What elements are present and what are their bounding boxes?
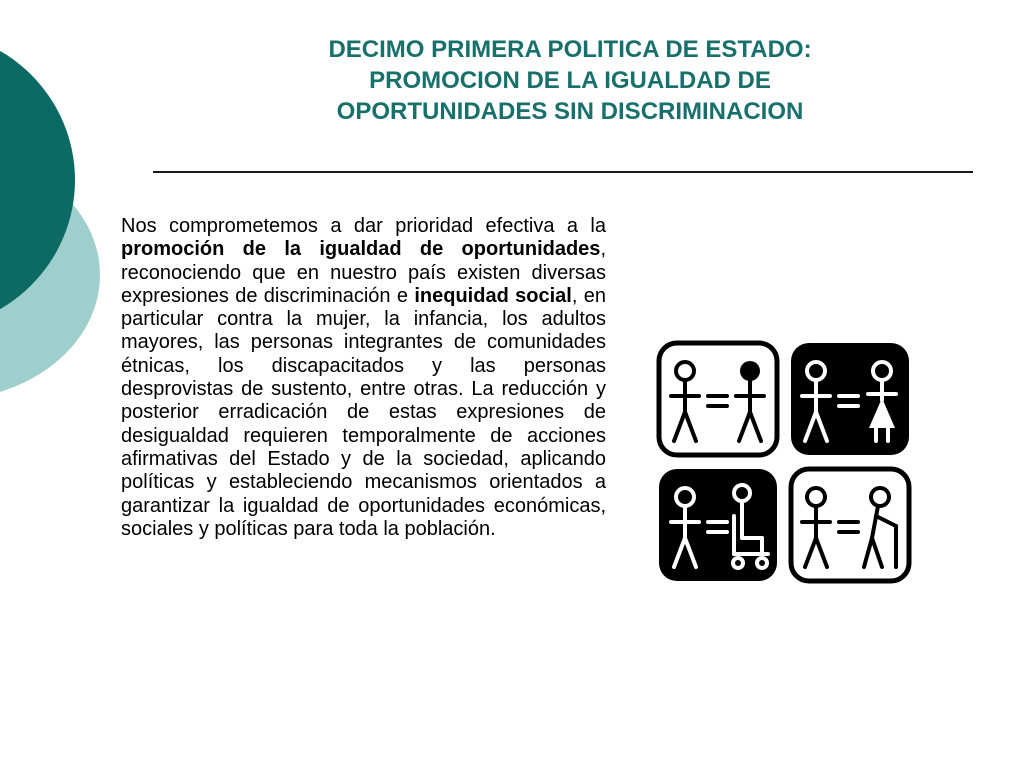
body-text-3: , en particular contra la mujer, la infancia, los adultos mayores, las personas integrantes de comunidades étnicas, los discapacitados y las personas desprovistas de sustento, entre otras. La reducción y posterior erradicación de estas expresiones de desigualdad requieren temporalmente de acciones afirmativas del Estado y de la sociedad, aplicando políticas y estableciendo mecanismos orientados a garantizar la igualdad de oportunidades económicas, sociales y políticas para toda la población. — [121, 284, 606, 540]
body-bold-1: promoción de la igualdad de oportunidades — [121, 238, 601, 261]
equality-person-person-icon — [659, 343, 777, 455]
equality-man-woman-icon — [791, 343, 909, 455]
equality-person-elderly-icon — [791, 469, 909, 581]
title-line-1: DECIMO PRIMERA POLITICA DE ESTADO: — [328, 36, 812, 63]
equality-person-wheelchair-icon — [659, 469, 777, 581]
body-bold-2: inequidad social — [414, 284, 572, 307]
body-paragraph — [121, 215, 606, 541]
body-text-2: , reconociendo que en nuestro país existen diversas expresiones de discriminación e — [121, 238, 606, 307]
title-line-3: OPORTUNIDADES SIN DISCRIMINACION — [336, 98, 804, 125]
body-text-1: Nos comprometemos a dar prioridad efectiva a la — [121, 215, 606, 237]
slide-title — [240, 34, 900, 127]
equality-icons-illustration — [654, 338, 914, 586]
title-line-2: PROMOCION DE LA IGUALDAD DE — [369, 67, 771, 94]
title-divider — [153, 171, 973, 173]
